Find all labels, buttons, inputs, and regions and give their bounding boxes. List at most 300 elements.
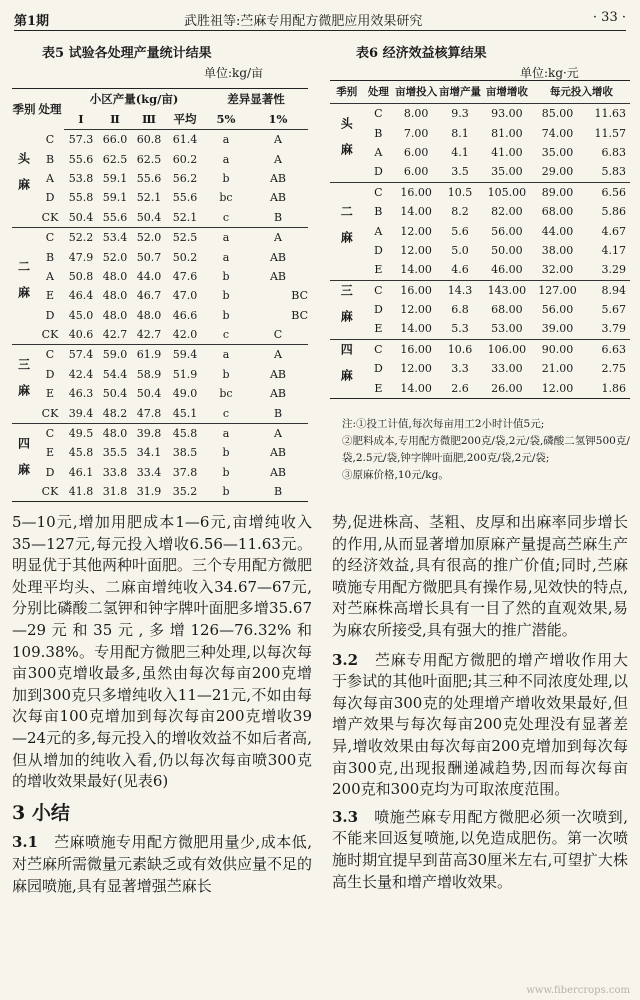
t5-cell-avg: 46.6 [172, 308, 198, 322]
t5-cell-s5: bc [219, 191, 233, 205]
t5-h-level: 1% [248, 109, 308, 130]
t5-cell-v3: 52.1 [136, 191, 162, 205]
t5-cell-s1: A [274, 133, 282, 147]
table-row [330, 104, 630, 124]
table-row [12, 247, 308, 266]
t5-cell-t: B [45, 152, 55, 166]
t5-cell-s1: A [274, 152, 282, 166]
t5-cell-s1: A [248, 423, 308, 443]
t5-cell-t: C [45, 132, 55, 146]
t6-cell-e: 3.79 [601, 322, 626, 336]
t5-season-label: 四麻 [12, 423, 36, 502]
t5-cell-s5: c [222, 210, 230, 224]
table-row [12, 286, 308, 305]
t6-season-label: 头麻 [339, 116, 354, 169]
table5-yield [12, 88, 308, 502]
t6-cell-d: 38.00 [541, 243, 574, 257]
t6-cell-c: 143.00 [481, 280, 533, 300]
t5-cell-t: E [45, 446, 55, 460]
t5-cell-v1: 40.6 [68, 328, 94, 342]
t6-cell-b: 6.8 [451, 303, 469, 317]
t5-h-rep: Ⅱ [98, 109, 132, 130]
t6-cell-t: D [373, 362, 383, 376]
t5-cell-v2: 59.1 [102, 191, 128, 205]
t6-cell-a: 14.00 [400, 263, 432, 277]
t5-cell-v1: 50.4 [68, 210, 94, 224]
t5-h-yield: 小区产量(kg/亩) [89, 92, 179, 106]
t5-h-level: 5% [204, 109, 248, 130]
t6-cell-d: 29.00 [541, 165, 574, 179]
t6-cell-a: 12.00 [400, 362, 432, 376]
t5-cell-t: A [46, 269, 54, 283]
t5-cell-t: CK [41, 485, 59, 499]
t6-cell-t: B [374, 205, 383, 219]
table-row [330, 241, 630, 260]
t5-cell-avg: 52.5 [166, 227, 204, 247]
t5-cell-s1: AB [269, 269, 287, 283]
t6-cell-t: E [374, 263, 383, 277]
table-row [12, 130, 308, 150]
note-1: 注:①投工计值,每次每亩用工2小时计值5元; [342, 418, 545, 430]
table6-economics [330, 80, 630, 399]
t6-cell-t: D [373, 165, 383, 179]
t5-cell-s1: AB [269, 191, 287, 205]
t6-cell-c: 81.00 [491, 126, 523, 140]
t6-cell-d: 35.00 [541, 145, 574, 159]
table-row [330, 202, 630, 221]
t5-cell-v3: 61.9 [132, 345, 166, 365]
table-row [12, 306, 308, 325]
t6-h-income: 亩增增收 [481, 81, 533, 104]
t5-cell-v3: 39.8 [132, 423, 166, 443]
t6-cell-c: 33.00 [491, 362, 523, 376]
t6-cell-d: 68.00 [541, 205, 574, 219]
t5-cell-avg: 59.4 [166, 345, 204, 365]
t5-cell-t: D [45, 308, 55, 322]
subsection-3-2 [332, 650, 628, 801]
t5-cell-s5: b [222, 308, 230, 322]
t5-cell-s5: b [222, 446, 230, 460]
t6-cell-c: 106.00 [481, 339, 533, 359]
t6-cell-d: 127.00 [533, 280, 583, 300]
t6-cell-e: 4.67 [601, 224, 626, 238]
t5-cell-s5: b [222, 465, 230, 479]
t5-cell-v1: 55.8 [68, 191, 94, 205]
t6-cell-c: 26.00 [491, 381, 523, 395]
t5-cell-v2: 54.4 [102, 367, 128, 381]
t5-cell-t: D [45, 465, 55, 479]
t5-cell-v2: 31.8 [102, 485, 128, 499]
t6-cell-b: 4.1 [451, 145, 469, 159]
t5-cell-v2: 50.4 [102, 387, 128, 401]
t6-season-label: 二麻 [330, 182, 364, 280]
t5-cell-v1: 45.8 [68, 446, 94, 460]
t5-cell-v1: 49.5 [64, 423, 98, 443]
t5-cell-t: CK [41, 406, 59, 420]
t6-cell-b: 10.6 [439, 339, 481, 359]
t5-cell-v2: 48.2 [102, 406, 128, 420]
t5-cell-s5: a [222, 133, 230, 147]
table-row [12, 423, 308, 443]
table-row [12, 227, 308, 247]
t5-cell-v1: 46.3 [68, 387, 94, 401]
t6-cell-t: D [373, 303, 383, 317]
table-row [330, 319, 630, 339]
t5-cell-v3: 50.7 [136, 250, 162, 264]
t6-cell-b: 5.6 [451, 224, 469, 238]
body-paragraph: 5—10元,增加用肥成本1—6元,亩增纯收入35—127元,每元投入增收6.56—11.63元。明显优于其他两种叶面肥。三个专用配方微肥处理平均头、二麻亩增纯收入34.67—67元,分别比磷酸二氢钾和钟字牌叶面肥多增35.67—29元和35元,多增126—76.32%和109.38%。专用配方微肥三种处理,以每次每亩300克增收最多,虽然由每次每亩200克增加到300克只多增纯收入11—21元,不如由每次每亩100克增加到每次每亩200克增收39—24元的多,每元投入的增收效益不如后者高,但从增加的纯收入看,仍以每次每亩喷300克的增收效果最好(见表6) [12, 513, 313, 791]
t5-season-label: 头麻 [16, 152, 31, 205]
table-row [12, 384, 308, 403]
t5-cell-t: C [36, 423, 64, 443]
table-row [330, 123, 630, 142]
t5-cell-avg: 47.6 [172, 269, 198, 283]
t5-cell-v2: 42.7 [102, 328, 128, 342]
table6-unit: 单位:kg·元 [520, 66, 579, 80]
t6-cell-c: 53.00 [491, 322, 523, 336]
t5-cell-s1: AB [269, 465, 287, 479]
t5-cell-avg: 56.2 [172, 171, 198, 185]
t6-cell-e: 5.67 [601, 303, 626, 317]
t6-cell-a: 14.00 [400, 322, 432, 336]
t5-cell-s1: B [273, 210, 283, 224]
t6-cell-d: 12.00 [541, 381, 574, 395]
t5-cell-t: CK [41, 210, 59, 224]
t6-cell-d: 85.00 [541, 107, 574, 121]
t6-h-treatment: 处理 [364, 81, 394, 104]
t6-cell-a: 12.00 [400, 243, 432, 257]
t6-cell-b: 3.5 [451, 165, 469, 179]
t6-cell-e: 1.86 [601, 381, 626, 395]
t5-cell-v3: 50.4 [136, 210, 162, 224]
note-2: ②肥料成本,专用配方微肥200克/袋,2元/袋,磷酸二氢钾500克/袋,2.5元/袋,钟字牌叶面肥,200克/袋,2元/袋; [342, 435, 630, 464]
t6-cell-b: 9.3 [451, 107, 469, 121]
t5-cell-avg: 35.2 [172, 485, 198, 499]
t5-cell-avg: 50.2 [172, 250, 198, 264]
t5-cell-s5: a [222, 152, 230, 166]
t5-cell-v1: 45.0 [68, 308, 94, 322]
t5-h-rep: Ⅰ [64, 109, 98, 130]
issue-number: 第1期 [14, 14, 50, 29]
t6-cell-t: D [373, 243, 383, 257]
t6-cell-a: 12.00 [400, 303, 432, 317]
t5-cell-v3: 46.7 [136, 289, 162, 303]
t5-cell-v1: 55.6 [68, 152, 94, 166]
t6-cell-d: 32.00 [541, 263, 574, 277]
table-row [12, 463, 308, 482]
table-row [12, 345, 308, 365]
t6-cell-c: 41.00 [491, 145, 523, 159]
t5-cell-s5: a [204, 345, 248, 365]
t5-cell-v1: 57.4 [64, 345, 98, 365]
t5-cell-v3: 47.8 [136, 406, 162, 420]
t6-cell-e: 3.29 [601, 263, 626, 277]
t6-cell-e: 11.63 [594, 107, 626, 121]
t5-cell-v1: 41.8 [68, 485, 94, 499]
t6-cell-e: 4.17 [601, 243, 626, 257]
left-column [12, 512, 312, 897]
subsection-number: 3.2 [332, 650, 359, 669]
subsection-number: 3.3 [332, 807, 359, 826]
t5-cell-v1: 42.4 [68, 367, 94, 381]
watermark: www.fibercrops.com [526, 985, 630, 996]
t5-cell-v2: 59.1 [102, 171, 128, 185]
t6-cell-d: 21.00 [541, 362, 574, 376]
t5-cell-v2: 53.4 [98, 227, 132, 247]
t5-cell-avg: 42.0 [172, 328, 198, 342]
table6-caption: 表6 经济效益核算结果 [356, 46, 487, 61]
t5-h-avg: 平均 [166, 109, 204, 130]
table-row [330, 378, 630, 398]
running-title: 武胜祖等:苎麻专用配方微肥应用效果研究 [184, 14, 423, 29]
t6-cell-c: 56.00 [491, 224, 523, 238]
t6-cell-d: 90.00 [533, 339, 583, 359]
right-column [332, 512, 628, 893]
t6-cell-e: 8.94 [582, 280, 630, 300]
t6-cell-b: 10.5 [439, 182, 481, 202]
t5-cell-v3: 58.9 [136, 367, 162, 381]
t5-cell-s5: b [222, 289, 230, 303]
t6-cell-b: 8.2 [451, 205, 469, 219]
t6-cell-t: A [374, 224, 383, 238]
t5-cell-avg: 45.1 [172, 406, 198, 420]
t5-cell-s1: B [273, 485, 283, 499]
t5-cell-v1: 46.1 [68, 465, 94, 479]
t5-cell-v2: 35.5 [102, 446, 128, 460]
t5-cell-v3: 55.6 [136, 171, 162, 185]
t6-cell-t: E [374, 322, 383, 336]
t6-h-input: 亩增投入 [393, 81, 439, 104]
t5-cell-t: CK [41, 328, 59, 342]
t5-cell-s5: a [204, 227, 248, 247]
t5-cell-s5: a [204, 423, 248, 443]
t5-cell-s1: A [248, 345, 308, 365]
t5-cell-t: D [45, 367, 55, 381]
body-paragraph: 势,促进株高、茎粗、皮厚和出麻率同步增长的作用,从而显著增加原麻产量提高苎麻生产的经济效益,具有很高的推广价值;同时,苎麻喷施专用配方微肥具有操作易,见效快的特点,对苎麻株高增长具有一目了然的直观效果,易为麻农所接受,具有强大的推广潜能。 [332, 513, 628, 639]
t6-cell-a: 8.00 [403, 107, 429, 121]
t5-cell-s1: C [273, 328, 283, 342]
t6-season-label: 四麻 [330, 339, 364, 398]
t6-cell-b: 8.1 [451, 126, 469, 140]
t5-cell-v2: 48.0 [102, 289, 128, 303]
table6-notes [342, 416, 632, 484]
t5-cell-v1: 57.3 [68, 133, 94, 147]
table-row [12, 365, 308, 384]
t5-cell-t: B [45, 250, 55, 264]
table-row [330, 359, 630, 378]
subsection-number: 3.1 [12, 833, 39, 852]
t6-cell-t: C [364, 280, 394, 300]
t5-cell-s1: A [248, 227, 308, 247]
t5-cell-s5: b [222, 367, 230, 381]
t5-cell-s1: AB [269, 387, 287, 401]
t6-cell-e: 6.83 [601, 145, 626, 159]
t5-cell-v3: 60.8 [136, 133, 162, 147]
running-header [14, 10, 626, 31]
t6-cell-a: 12.00 [400, 224, 432, 238]
t6-cell-d: 56.00 [541, 303, 574, 317]
subsection-3-3 [332, 807, 628, 893]
table-row [12, 188, 308, 207]
t6-cell-d: 39.00 [541, 322, 574, 336]
t6-cell-b: 2.6 [451, 381, 469, 395]
t6-cell-c: 46.00 [491, 263, 523, 277]
t6-cell-e: 6.56 [582, 182, 630, 202]
t6-cell-c: 68.00 [491, 303, 523, 317]
subsection-text: 苎麻专用配方微肥的增产增收作用大于参试的其他叶面肥;其三种不同浓度处理,以每次每亩300克的处理增产增收效果最好,但增产效果与每次每亩200克处理没有显著差异,增收效果由每次每亩200克增加到每次每亩300克,出现报酬递减趋势,因而每次每亩200克和300克均为可取浓度范围。 [332, 650, 628, 799]
t5-cell-v2: 48.0 [98, 423, 132, 443]
t5-cell-s5: c [222, 406, 230, 420]
t5-h-treatment: 处理 [38, 102, 62, 117]
t6-cell-b: 5.0 [451, 243, 469, 257]
t5-cell-v3: 34.1 [136, 446, 162, 460]
t5-cell-v3: 52.0 [132, 227, 166, 247]
t6-cell-d: 89.00 [533, 182, 583, 202]
t6-cell-a: 16.00 [393, 182, 439, 202]
t6-cell-b: 4.6 [451, 263, 469, 277]
t6-cell-d: 74.00 [541, 126, 574, 140]
t6-cell-t: C [364, 339, 394, 359]
table-row [12, 169, 308, 188]
t5-cell-v1: 39.4 [68, 406, 94, 420]
subsection-text: 喷施苎麻专用配方微肥必须一次喷到,不能来回返复喷施,以免造成肥伤。第一次喷施时期宜提早到苗高30厘米左右,可望扩大株高生长量和增产增收效果。 [332, 807, 628, 891]
table-row [12, 482, 308, 502]
t6-cell-a: 16.00 [393, 339, 439, 359]
table-row [12, 443, 308, 462]
t5-cell-s5: a [222, 250, 230, 264]
t5-cell-v3: 33.4 [136, 465, 162, 479]
t5-cell-s5: bc [219, 387, 233, 401]
t5-cell-v2: 66.0 [102, 133, 128, 147]
t5-cell-t: E [45, 289, 55, 303]
t5-cell-v3: 50.4 [136, 387, 162, 401]
t6-cell-e: 2.75 [601, 362, 626, 376]
t6-h-per-yuan: 每元投入增收 [533, 81, 630, 104]
t5-cell-s1: AB [269, 446, 287, 460]
t5-cell-v3: 44.0 [136, 269, 162, 283]
subsection-3-1 [12, 832, 312, 897]
table-row [12, 149, 308, 168]
t5-cell-v1: 53.8 [68, 171, 94, 185]
table-row [12, 267, 308, 286]
t6-cell-e: 6.63 [582, 339, 630, 359]
table-row [12, 208, 308, 228]
t5-cell-s5: b [222, 485, 230, 499]
table-row [330, 280, 630, 300]
section-heading: 3 小结 [12, 801, 70, 824]
t5-cell-t: E [45, 387, 55, 401]
t6-cell-a: 6.00 [403, 165, 429, 179]
t6-cell-a: 14.00 [400, 381, 432, 395]
t5-h-rep: Ⅲ [132, 109, 166, 130]
t5-cell-avg: 38.5 [172, 446, 198, 460]
page-number: · 33 · [592, 10, 626, 25]
t6-cell-b: 5.3 [451, 322, 469, 336]
t5-season-label: 二麻 [12, 227, 36, 344]
t5-cell-t: C [36, 345, 64, 365]
t5-cell-t: A [46, 171, 54, 185]
table-row [330, 162, 630, 182]
t5-cell-s1: AB [269, 250, 287, 264]
t5-cell-s1: AB [269, 171, 287, 185]
t6-cell-e: 5.86 [601, 205, 626, 219]
t6-h-yield: 亩增产量 [439, 81, 481, 104]
t5-cell-s1: BC [291, 289, 308, 303]
t5-cell-v3: 62.5 [136, 152, 162, 166]
t6-cell-c: 50.00 [491, 243, 523, 257]
t6-cell-d: 44.00 [541, 224, 574, 238]
t5-cell-v3: 48.0 [136, 308, 162, 322]
t6-h-season: 季别 [330, 81, 364, 104]
t6-cell-a: 16.00 [393, 280, 439, 300]
table5-unit: 单位:kg/亩 [204, 66, 264, 80]
t6-cell-t: A [374, 145, 383, 159]
t5-cell-avg: 37.8 [172, 465, 198, 479]
table-row [12, 325, 308, 345]
note-3: ③原麻价格,10元/kg。 [342, 469, 449, 481]
t5-cell-v2: 33.8 [102, 465, 128, 479]
t5-cell-v2: 59.0 [98, 345, 132, 365]
t6-cell-c: 93.00 [491, 107, 523, 121]
t5-cell-v2: 48.0 [102, 269, 128, 283]
table-row [330, 143, 630, 162]
t6-season-label: 三麻 [330, 280, 364, 339]
t6-cell-c: 82.00 [491, 205, 523, 219]
t5-cell-v1: 46.4 [68, 289, 94, 303]
table-row [330, 300, 630, 319]
t5-cell-s1: AB [269, 367, 287, 381]
t5-cell-avg: 45.8 [166, 423, 204, 443]
t5-cell-v2: 52.0 [102, 250, 128, 264]
t5-cell-s5: c [222, 328, 230, 342]
t5-cell-v1: 52.2 [64, 227, 98, 247]
t5-cell-avg: 52.1 [172, 210, 198, 224]
t5-cell-s5: b [222, 171, 230, 185]
table-row [12, 403, 308, 423]
t5-cell-v3: 42.7 [136, 328, 162, 342]
t5-cell-v1: 47.9 [68, 250, 94, 264]
t5-cell-v2: 62.5 [102, 152, 128, 166]
t5-cell-avg: 51.9 [172, 367, 198, 381]
t6-cell-t: B [374, 126, 383, 140]
table5-caption: 表5 试验各处理产量统计结果 [42, 46, 212, 61]
t5-cell-s1: B [273, 406, 283, 420]
t5-h-season: 季别 [12, 102, 36, 117]
t6-cell-a: 14.00 [400, 205, 432, 219]
t6-cell-e: 5.83 [601, 165, 626, 179]
t6-cell-t: C [364, 182, 394, 202]
t6-cell-c: 35.00 [491, 165, 523, 179]
table-row [330, 182, 630, 202]
t5-cell-v1: 50.8 [68, 269, 94, 283]
t6-cell-b: 14.3 [439, 280, 481, 300]
table-row [330, 260, 630, 280]
t5-cell-v2: 55.6 [102, 210, 128, 224]
t5-cell-avg: 61.4 [172, 133, 198, 147]
table-row [330, 221, 630, 240]
t5-cell-avg: 47.0 [172, 289, 198, 303]
t5-cell-avg: 49.0 [172, 387, 198, 401]
table-row [330, 339, 630, 359]
t6-cell-a: 6.00 [403, 145, 429, 159]
t5-cell-v3: 31.9 [136, 485, 162, 499]
t6-cell-t: C [374, 107, 383, 121]
t6-cell-t: E [374, 381, 383, 395]
t6-cell-c: 105.00 [481, 182, 533, 202]
t6-cell-e: 11.57 [594, 126, 626, 140]
t5-cell-v2: 48.0 [102, 308, 128, 322]
t5-cell-avg: 60.2 [172, 152, 198, 166]
